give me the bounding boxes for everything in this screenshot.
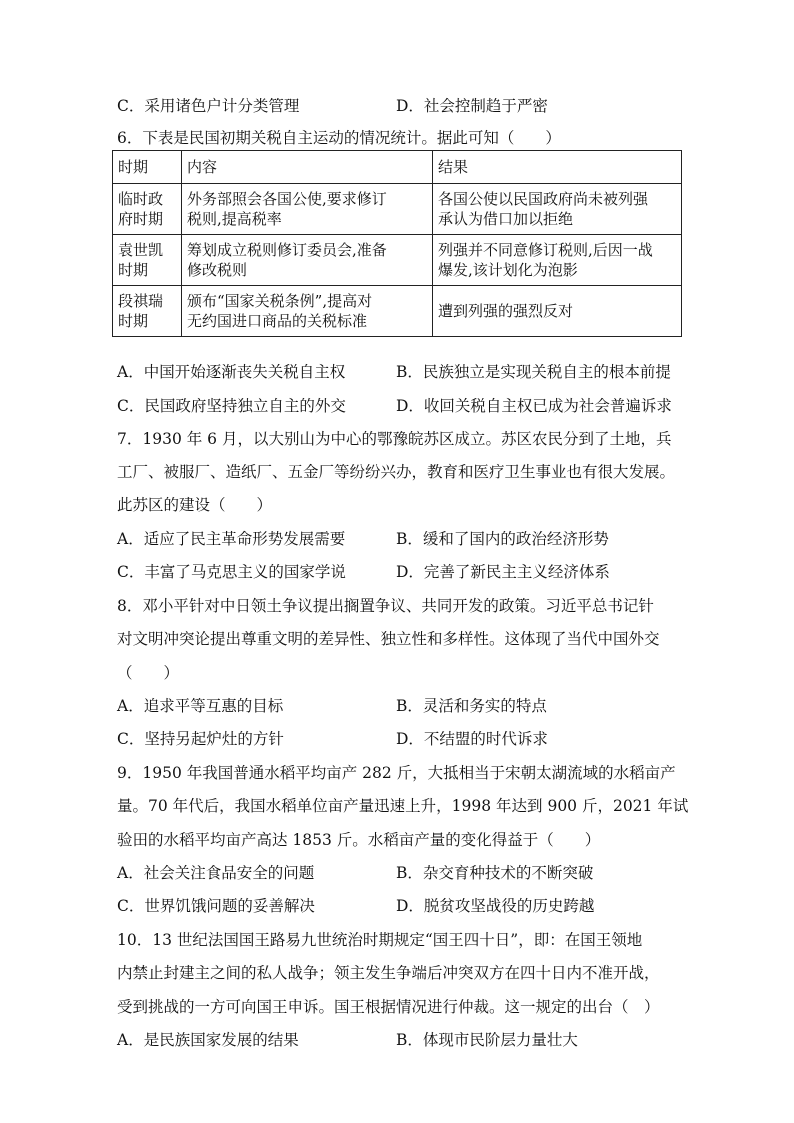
q7-option-d[interactable]: D．完善了新民主主义经济体系 (396, 563, 610, 581)
table-cell-period (113, 184, 182, 235)
q10-stem-line-3: 受到挑战的一方可向国王申诉。国王根据情况进行仲裁。这一规定的出台（ ） (117, 998, 660, 1016)
q10-stem-line-2: 内禁止封建主之间的私人战争；领主发生争端后冲突双方在四十日内不准开战， (117, 964, 660, 982)
cell-line: 外务部照会各国公使,要求修订 (187, 190, 387, 208)
q9-option-d[interactable]: D．脱贫攻坚战役的历史跨越 (396, 897, 595, 915)
cell-line: 颁布“国家关税条例”,提高对 (187, 292, 373, 310)
table-header-row (113, 151, 682, 184)
table-header-period: 时期 (113, 151, 182, 184)
cell-line: 承认为借口加以拒绝 (438, 210, 574, 228)
table-row (113, 184, 682, 235)
q7-option-a[interactable]: A．适应了民主革命形势发展需要 (117, 530, 346, 548)
q7-stem-line-3: 此苏区的建设（ ） (117, 496, 273, 514)
q5-option-d[interactable]: D．社会控制趋于严密 (396, 97, 548, 115)
q8-option-b[interactable]: B．灵活和务实的特点 (396, 697, 547, 715)
table-cell-result (433, 235, 682, 286)
table-cell-content (182, 235, 433, 286)
table-cell-result (433, 286, 682, 337)
q10-stem-line-1: 10．13 世纪法国国王路易九世统治时期规定“国王四十日”，即：在国王领地 (117, 931, 643, 949)
q8-stem-line-3: （ ） (117, 664, 180, 682)
cell-line: 修改税则 (187, 261, 248, 279)
q5-option-c[interactable]: C．采用诸色户计分类管理 (117, 97, 300, 115)
q9-option-a[interactable]: A．社会关注食品安全的问题 (117, 864, 315, 882)
q9-option-b[interactable]: B．杂交育种技术的不断突破 (396, 864, 594, 882)
cell-line: 段祺瑞 (118, 292, 164, 310)
table-row (113, 286, 682, 337)
q8-option-d[interactable]: D．不结盟的时代诉求 (396, 730, 548, 748)
q6-option-c[interactable]: C．民国政府坚持独立自主的外交 (117, 397, 346, 415)
q7-option-b[interactable]: B．缓和了国内的政治经济形势 (396, 530, 609, 548)
q8-stem-line-2: 对文明冲突论提出尊重文明的差异性、独立性和多样性。这体现了当代中国外交 (117, 630, 660, 648)
cell-line: 遭到列强的强烈反对 (438, 302, 574, 320)
q7-stem-line-2: 工厂、被服厂、造纸厂、五金厂等纷纷兴办，教育和医疗卫生事业也有很大发展。 (117, 463, 676, 481)
table-cell-period (113, 235, 182, 286)
q6-stem: 6．下表是民国初期关税自主运动的情况统计。据此可知（ ） (117, 129, 561, 147)
q7-stem-line-1: 7．1930 年 6 月，以大别山为中心的鄂豫皖苏区成立。苏区农民分到了土地，兵 (117, 430, 672, 448)
q10-option-b[interactable]: B．体现市民阶层力量壮大 (396, 1031, 578, 1049)
table-cell-content (182, 184, 433, 235)
q9-stem-line-3: 验田的水稻平均亩产高达 1853 斤。水稻亩产量的变化得益于（ ） (117, 831, 601, 849)
cell-line: 爆发,该计划化为泡影 (438, 261, 578, 279)
q9-option-c[interactable]: C．世界饥饿问题的妥善解决 (117, 897, 315, 915)
cell-line: 列强并不同意修订税则,后因一战 (438, 241, 653, 259)
cell-line: 袁世凯 (118, 241, 164, 259)
cell-line: 临时政 (118, 190, 164, 208)
q10-option-a[interactable]: A．是民族国家发展的结果 (117, 1031, 299, 1049)
table-row (113, 235, 682, 286)
table-header-content: 内容 (182, 151, 433, 184)
q6-option-d[interactable]: D．收回关税自主权已成为社会普遍诉求 (396, 397, 672, 415)
q6-option-b[interactable]: B．民族独立是实现关税自主的根本前提 (396, 363, 671, 381)
q6-option-a[interactable]: A．中国开始逐渐丧失关税自主权 (117, 363, 346, 381)
table-header-result: 结果 (433, 151, 682, 184)
q9-stem-line-2: 量。70 年代后，我国水稻单位亩产量迅速上升，1998 年达到 900 斤，2021 年试 (117, 797, 689, 815)
cell-line: 无约国进口商品的关税标准 (187, 312, 368, 330)
cell-line: 筹划成立税则修订委员会,准备 (187, 241, 387, 259)
cell-line: 府时期 (118, 210, 164, 228)
cell-line: 各国公使以民国政府尚未被列强 (438, 190, 649, 208)
q8-option-c[interactable]: C．坚持另起炉灶的方针 (117, 730, 284, 748)
cell-line: 时期 (118, 261, 149, 279)
table-cell-result (433, 184, 682, 235)
q9-stem-line-1: 9．1950 年我国普通水稻平均亩产 282 斤，大抵相当于宋朝太湖流域的水稻亩产 (117, 764, 676, 782)
q7-option-c[interactable]: C．丰富了马克思主义的国家学说 (117, 563, 346, 581)
q8-option-a[interactable]: A．追求平等互惠的目标 (117, 697, 284, 715)
table-cell-content (182, 286, 433, 337)
q8-stem-line-1: 8．邓小平针对中日领土争议提出搁置争议、共同开发的政策。习近平总书记针 (117, 597, 654, 615)
cell-line: 税则,提高税率 (187, 210, 282, 228)
table-cell-period (113, 286, 182, 337)
cell-line: 时期 (118, 312, 149, 330)
q6-table (112, 150, 682, 337)
